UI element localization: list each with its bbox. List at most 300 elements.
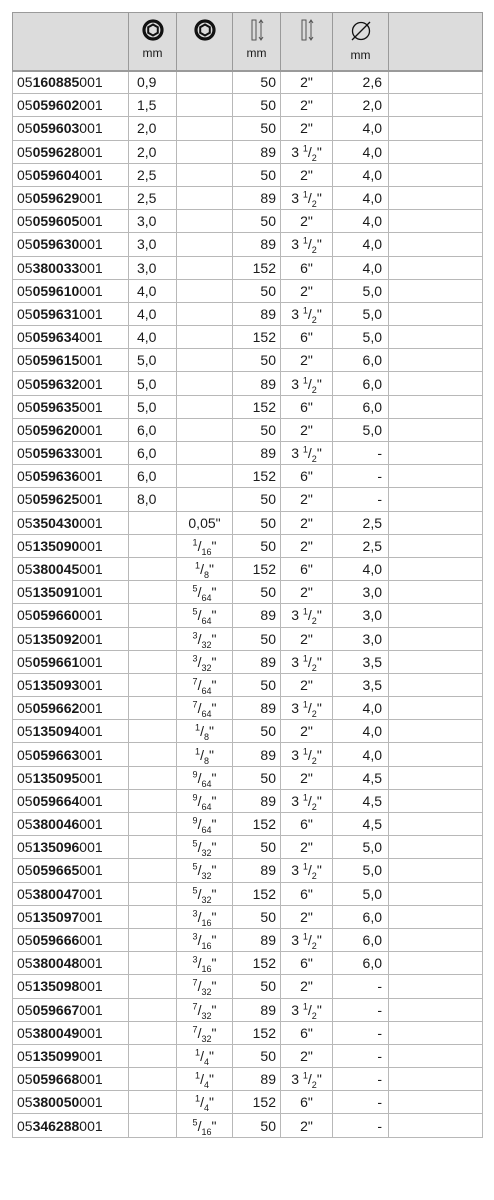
cell-length-mm: 89: [233, 186, 281, 209]
table-row: [13, 302, 483, 325]
cell-size-inch: $^5/_{32}$": [177, 836, 233, 859]
cell-article: [13, 1044, 129, 1067]
cell-size-inch: [177, 71, 233, 94]
cell-diameter: 3,5: [333, 650, 389, 673]
article-suffix: 001: [79, 305, 103, 322]
cell-length-mm: 50: [233, 1044, 281, 1067]
table-row: [13, 372, 483, 395]
table-row: [13, 210, 483, 233]
table-row: [13, 627, 483, 650]
cell-length-mm: 50: [233, 210, 281, 233]
cell-article: [13, 905, 129, 928]
cell-length-inch: 2": [281, 349, 333, 372]
cell-article: [13, 117, 129, 140]
cell-length-mm: 89: [233, 372, 281, 395]
cell-length-mm: 50: [233, 163, 281, 186]
article-core: 059664: [32, 792, 80, 809]
cell-empty: [389, 210, 483, 233]
cell-size-inch: [177, 94, 233, 117]
cell-empty: [389, 952, 483, 975]
article-suffix: 001: [79, 74, 103, 91]
article-core: 135093: [32, 676, 80, 693]
cell-length-mm: 50: [233, 673, 281, 696]
cell-empty: [389, 488, 483, 511]
cell-size-mm: [129, 859, 177, 882]
cell-size-mm: [129, 511, 177, 534]
cell-length-mm: 50: [233, 534, 281, 557]
table-row: [13, 233, 483, 256]
article-core: 059628: [32, 143, 80, 160]
cell-article: [13, 1114, 129, 1137]
cell-size-mm: [129, 952, 177, 975]
cell-size-inch: $^1/_8$": [177, 557, 233, 580]
cell-length-mm: 152: [233, 395, 281, 418]
cell-empty: [389, 302, 483, 325]
article-suffix: 001: [79, 1094, 103, 1111]
article-suffix: 001: [79, 1117, 103, 1134]
cell-article: [13, 952, 129, 975]
table-row: [13, 488, 483, 511]
article-core: 380046: [32, 816, 80, 833]
table-row: [13, 557, 483, 580]
cell-article: [13, 186, 129, 209]
cell-length-mm: 89: [233, 1068, 281, 1091]
table-row: [13, 859, 483, 882]
cell-length-inch: 6": [281, 1021, 333, 1044]
cell-diameter: 5,0: [333, 326, 389, 349]
cell-size-mm: [129, 1091, 177, 1114]
cell-diameter: -: [333, 442, 389, 465]
product-table: [12, 12, 483, 1138]
cell-empty: [389, 1044, 483, 1067]
table-row: [13, 952, 483, 975]
cell-length-inch: 2": [281, 511, 333, 534]
cell-empty: [389, 465, 483, 488]
cell-size-mm: 4,0: [129, 302, 177, 325]
cell-length-inch: 3 $^1/_2$": [281, 1068, 333, 1091]
table-row: [13, 650, 483, 673]
article-prefix: 05: [17, 584, 33, 601]
article-core: 135090: [32, 537, 80, 554]
cell-empty: [389, 1021, 483, 1044]
cell-size-mm: [129, 604, 177, 627]
article-prefix: 05: [17, 1094, 33, 1111]
cell-diameter: -: [333, 998, 389, 1021]
cell-length-mm: 89: [233, 743, 281, 766]
article-core: 059605: [32, 213, 80, 230]
article-core: 135098: [32, 978, 80, 995]
cell-diameter: 5,0: [333, 836, 389, 859]
header-hex-mm: [129, 13, 177, 71]
cell-length-inch: 2": [281, 673, 333, 696]
cell-size-inch: $^7/_{32}$": [177, 975, 233, 998]
cell-size-mm: [129, 1114, 177, 1137]
cell-size-inch: [177, 465, 233, 488]
cell-empty: [389, 975, 483, 998]
cell-length-inch: 2": [281, 279, 333, 302]
cell-empty: [389, 534, 483, 557]
cell-empty: [389, 766, 483, 789]
cell-length-mm: 50: [233, 418, 281, 441]
cell-size-inch: $^9/_{64}$": [177, 789, 233, 812]
product-table-container: [12, 12, 482, 1138]
article-prefix: 05: [17, 445, 33, 462]
cell-article: [13, 557, 129, 580]
article-prefix: 05: [17, 1001, 33, 1018]
article-core: 380049: [32, 1024, 80, 1041]
bit-length-icon: [297, 19, 317, 41]
article-suffix: 001: [79, 190, 103, 207]
cell-length-inch: 2": [281, 905, 333, 928]
cell-size-mm: 5,0: [129, 349, 177, 372]
cell-diameter: 6,0: [333, 952, 389, 975]
cell-size-inch: [177, 372, 233, 395]
cell-empty: [389, 94, 483, 117]
cell-size-inch: [177, 279, 233, 302]
table-row: [13, 1068, 483, 1091]
table-row: [13, 442, 483, 465]
cell-diameter: 6,0: [333, 928, 389, 951]
cell-size-inch: $^5/_{32}$": [177, 882, 233, 905]
cell-size-mm: [129, 836, 177, 859]
article-suffix: 001: [79, 120, 103, 137]
cell-length-inch: 2": [281, 117, 333, 140]
cell-article: [13, 140, 129, 163]
cell-length-mm: 152: [233, 1021, 281, 1044]
cell-size-mm: [129, 813, 177, 836]
article-suffix: 001: [79, 213, 103, 230]
article-suffix: 001: [79, 978, 103, 995]
cell-length-mm: 50: [233, 720, 281, 743]
article-suffix: 001: [79, 885, 103, 902]
cell-empty: [389, 1114, 483, 1137]
cell-size-mm: [129, 905, 177, 928]
cell-diameter: 6,0: [333, 905, 389, 928]
table-row: [13, 905, 483, 928]
cell-length-inch: 2": [281, 163, 333, 186]
cell-diameter: 5,0: [333, 859, 389, 882]
cell-length-inch: 3 $^1/_2$": [281, 140, 333, 163]
article-core: 059666: [32, 932, 80, 949]
cell-article: [13, 1021, 129, 1044]
table-row: [13, 117, 483, 140]
cell-empty: [389, 650, 483, 673]
cell-size-mm: 4,0: [129, 326, 177, 349]
cell-size-mm: 2,5: [129, 163, 177, 186]
cell-size-inch: [177, 442, 233, 465]
cell-size-mm: 1,5: [129, 94, 177, 117]
article-core: 059662: [32, 700, 80, 717]
cell-diameter: -: [333, 1044, 389, 1067]
cell-length-inch: 6": [281, 882, 333, 905]
article-prefix: 05: [17, 1071, 33, 1088]
article-suffix: 001: [79, 537, 103, 554]
cell-article: [13, 395, 129, 418]
cell-article: [13, 604, 129, 627]
cell-article: [13, 720, 129, 743]
article-suffix: 001: [79, 932, 103, 949]
cell-diameter: 5,0: [333, 882, 389, 905]
cell-length-mm: 152: [233, 813, 281, 836]
cell-article: [13, 163, 129, 186]
cell-diameter: 4,0: [333, 210, 389, 233]
article-core: 380047: [32, 885, 80, 902]
article-core: 059634: [32, 329, 80, 346]
cell-diameter: -: [333, 1091, 389, 1114]
cell-article: [13, 233, 129, 256]
cell-article: [13, 94, 129, 117]
article-suffix: 001: [79, 584, 103, 601]
article-prefix: 05: [17, 955, 33, 972]
article-prefix: 05: [17, 329, 33, 346]
cell-article: [13, 71, 129, 94]
cell-length-inch: 3 $^1/_2$": [281, 650, 333, 673]
cell-diameter: -: [333, 1068, 389, 1091]
cell-diameter: 2,0: [333, 94, 389, 117]
article-core: 160885: [32, 74, 80, 91]
cell-diameter: 4,0: [333, 697, 389, 720]
cell-article: [13, 511, 129, 534]
cell-size-inch: $^1/_4$": [177, 1091, 233, 1114]
cell-size-inch: $^1/_{16}$": [177, 534, 233, 557]
cell-size-mm: [129, 1068, 177, 1091]
table-row: [13, 1091, 483, 1114]
cell-article: [13, 349, 129, 372]
article-prefix: 05: [17, 120, 33, 137]
cell-length-inch: 6": [281, 813, 333, 836]
article-suffix: 001: [79, 1001, 103, 1018]
article-suffix: 001: [79, 97, 103, 114]
cell-length-mm: 89: [233, 604, 281, 627]
cell-article: [13, 442, 129, 465]
article-suffix: 001: [79, 491, 103, 508]
cell-article: [13, 302, 129, 325]
article-prefix: 05: [17, 746, 33, 763]
cell-size-mm: [129, 998, 177, 1021]
cell-length-mm: 152: [233, 882, 281, 905]
cell-diameter: 4,0: [333, 720, 389, 743]
cell-length-mm: 50: [233, 1114, 281, 1137]
cell-length-mm: 89: [233, 789, 281, 812]
article-core: 059661: [32, 653, 80, 670]
article-core: 059633: [32, 445, 80, 462]
cell-size-mm: [129, 534, 177, 557]
table-row: [13, 581, 483, 604]
article-core: 059667: [32, 1001, 80, 1018]
cell-size-inch: $^1/_8$": [177, 720, 233, 743]
article-core: 059629: [32, 190, 80, 207]
diameter-icon: [349, 19, 373, 43]
cell-diameter: 4,5: [333, 766, 389, 789]
article-core: 059630: [32, 236, 80, 253]
cell-length-inch: 2": [281, 71, 333, 94]
article-prefix: 05: [17, 1047, 33, 1064]
cell-size-inch: $^3/_{32}$": [177, 627, 233, 650]
header-empty: [389, 13, 483, 71]
cell-length-inch: 3 $^1/_2$": [281, 928, 333, 951]
cell-empty: [389, 326, 483, 349]
article-core: 059631: [32, 305, 80, 322]
cell-article: [13, 789, 129, 812]
article-core: 346288: [32, 1117, 80, 1134]
table-row: [13, 1021, 483, 1044]
cell-article: [13, 534, 129, 557]
article-prefix: 05: [17, 792, 33, 809]
article-prefix: 05: [17, 932, 33, 949]
article-suffix: 001: [79, 862, 103, 879]
cell-diameter: 4,5: [333, 813, 389, 836]
article-prefix: 05: [17, 676, 33, 693]
cell-article: [13, 743, 129, 766]
cell-length-inch: 3 $^1/_2$": [281, 233, 333, 256]
cell-length-inch: 3 $^1/_2$": [281, 998, 333, 1021]
table-row: [13, 720, 483, 743]
cell-diameter: 3,5: [333, 673, 389, 696]
cell-size-inch: [177, 395, 233, 418]
table-row: [13, 395, 483, 418]
cell-length-inch: 2": [281, 836, 333, 859]
article-prefix: 05: [17, 816, 33, 833]
cell-size-mm: 6,0: [129, 418, 177, 441]
cell-article: [13, 975, 129, 998]
article-prefix: 05: [17, 213, 33, 230]
cell-length-inch: 3 $^1/_2$": [281, 697, 333, 720]
cell-length-mm: 50: [233, 511, 281, 534]
article-prefix: 05: [17, 908, 33, 925]
cell-diameter: 6,0: [333, 372, 389, 395]
cell-diameter: 6,0: [333, 349, 389, 372]
cell-size-mm: 3,0: [129, 210, 177, 233]
article-suffix: 001: [79, 816, 103, 833]
cell-article: [13, 836, 129, 859]
cell-length-mm: 50: [233, 488, 281, 511]
table-row: [13, 256, 483, 279]
cell-diameter: 6,0: [333, 395, 389, 418]
cell-length-inch: 2": [281, 975, 333, 998]
article-prefix: 05: [17, 190, 33, 207]
article-core: 135097: [32, 908, 80, 925]
cell-length-mm: 89: [233, 928, 281, 951]
article-suffix: 001: [79, 561, 103, 578]
article-suffix: 001: [79, 769, 103, 786]
cell-diameter: 4,5: [333, 789, 389, 812]
article-prefix: 05: [17, 700, 33, 717]
cell-empty: [389, 627, 483, 650]
table-row: [13, 673, 483, 696]
cell-length-inch: 6": [281, 326, 333, 349]
article-core: 380050: [32, 1094, 80, 1111]
cell-size-mm: [129, 697, 177, 720]
table-row: [13, 1114, 483, 1137]
cell-size-mm: [129, 928, 177, 951]
article-core: 059665: [32, 862, 80, 879]
cell-length-mm: 50: [233, 349, 281, 372]
article-core: 059615: [32, 352, 80, 369]
cell-size-mm: 2,0: [129, 117, 177, 140]
cell-length-mm: 89: [233, 697, 281, 720]
article-prefix: 05: [17, 166, 33, 183]
cell-length-inch: 3 $^1/_2$": [281, 442, 333, 465]
article-suffix: 001: [79, 607, 103, 624]
article-prefix: 05: [17, 143, 33, 160]
article-core: 135096: [32, 839, 80, 856]
article-prefix: 05: [17, 514, 33, 531]
cell-size-inch: [177, 117, 233, 140]
article-prefix: 05: [17, 305, 33, 322]
header-row: [13, 13, 483, 71]
bit-length-icon: [247, 19, 267, 41]
table-row: [13, 279, 483, 302]
cell-diameter: -: [333, 465, 389, 488]
cell-article: [13, 1091, 129, 1114]
article-prefix: 05: [17, 491, 33, 508]
cell-size-mm: [129, 627, 177, 650]
cell-article: [13, 488, 129, 511]
article-core: 135094: [32, 723, 80, 740]
cell-empty: [389, 697, 483, 720]
cell-empty: [389, 905, 483, 928]
cell-diameter: 2,5: [333, 534, 389, 557]
cell-size-mm: 3,0: [129, 233, 177, 256]
cell-diameter: 4,0: [333, 163, 389, 186]
cell-size-mm: 6,0: [129, 442, 177, 465]
article-prefix: 05: [17, 97, 33, 114]
cell-length-inch: 2": [281, 534, 333, 557]
cell-length-mm: 50: [233, 94, 281, 117]
article-suffix: 001: [79, 653, 103, 670]
cell-size-inch: $^7/_{64}$": [177, 697, 233, 720]
article-core: 059625: [32, 491, 80, 508]
article-suffix: 001: [79, 421, 103, 438]
article-prefix: 05: [17, 375, 33, 392]
cell-size-mm: 2,0: [129, 140, 177, 163]
cell-empty: [389, 882, 483, 905]
cell-article: [13, 581, 129, 604]
table-row: [13, 94, 483, 117]
cell-article: [13, 418, 129, 441]
cell-length-mm: 152: [233, 256, 281, 279]
unit-label: mm: [350, 48, 371, 62]
cell-diameter: -: [333, 488, 389, 511]
article-core: 059603: [32, 120, 80, 137]
article-suffix: 001: [79, 468, 103, 485]
cell-article: [13, 766, 129, 789]
article-prefix: 05: [17, 74, 33, 91]
cell-length-inch: 6": [281, 952, 333, 975]
cell-article: [13, 279, 129, 302]
cell-size-inch: 0,05": [177, 511, 233, 534]
cell-empty: [389, 813, 483, 836]
cell-empty: [389, 372, 483, 395]
cell-empty: [389, 1068, 483, 1091]
cell-size-inch: $^9/_{64}$": [177, 813, 233, 836]
article-prefix: 05: [17, 885, 33, 902]
table-body: [13, 71, 483, 1138]
cell-diameter: 3,0: [333, 627, 389, 650]
cell-empty: [389, 418, 483, 441]
cell-diameter: 4,0: [333, 186, 389, 209]
cell-diameter: 4,0: [333, 743, 389, 766]
table-row: [13, 418, 483, 441]
cell-article: [13, 650, 129, 673]
cell-article: [13, 882, 129, 905]
article-core: 059636: [32, 468, 80, 485]
table-row: [13, 743, 483, 766]
cell-empty: [389, 442, 483, 465]
cell-length-mm: 89: [233, 442, 281, 465]
article-core: 059604: [32, 166, 80, 183]
cell-diameter: -: [333, 1114, 389, 1137]
